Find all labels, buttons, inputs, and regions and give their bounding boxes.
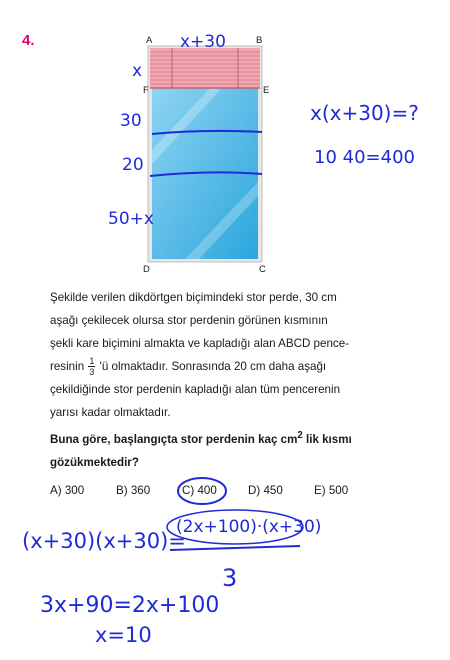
handwritten-work — [0, 470, 450, 660]
hand-work-denominator: 3 — [222, 564, 238, 592]
fraction — [88, 356, 95, 377]
label-F: F — [143, 85, 149, 96]
prompt-superscript: 2 — [297, 430, 303, 441]
paragraph-line: aşağı çekilecek olursa stor perdenin görünen kısmının — [50, 314, 328, 327]
label-C: C — [259, 264, 266, 275]
hand-left-50x: 50+x — [108, 209, 154, 229]
label-A: A — [146, 35, 153, 46]
hand-work-line3: x=10 — [95, 623, 152, 647]
prompt-text: lik kısmı — [302, 432, 352, 446]
question-number: 4. — [22, 32, 35, 49]
hand-right-eq2: 10 40=400 — [314, 147, 415, 168]
hand-right-eq1: x(x+30)=? — [310, 101, 419, 125]
hand-work-numerator: (2x+100)·(x+30) — [176, 517, 322, 537]
label-D: D — [143, 264, 150, 275]
choice-c-circle — [178, 478, 226, 504]
prompt-text: Buna göre, başlangıçta stor perdenin kaç cm — [50, 432, 298, 446]
question-paragraph — [50, 286, 380, 474]
paragraph-line: Şekilde verilen dikdörtgen biçimindeki stor perde, 30 cm — [50, 291, 337, 304]
hand-left-20: 20 — [122, 155, 144, 175]
paragraph-line: yarısı kadar olmaktadır. — [50, 406, 171, 419]
paragraph-line — [50, 355, 380, 378]
choice-b[interactable]: B) 360 — [116, 484, 151, 497]
window-figure — [0, 0, 450, 280]
paragraph-text: 'ü olmaktadır. Sonrasında 20 cm daha aşağı — [99, 360, 327, 373]
hand-left-x: x — [132, 61, 143, 81]
fraction-numerator: 1 — [89, 356, 95, 367]
hand-top-label: x+30 — [180, 32, 226, 52]
choice-a[interactable]: A) 300 — [50, 484, 85, 497]
choice-c[interactable]: C) 400 — [182, 484, 217, 497]
choice-e[interactable]: E) 500 — [314, 484, 349, 497]
paragraph-line: şekli kare biçimini almakta ve kapladığı alan ABCD pence- — [50, 337, 350, 350]
hand-fraction-bar — [170, 546, 300, 550]
paragraph-text: resinin — [50, 360, 85, 373]
hand-left-30: 30 — [120, 111, 142, 131]
question-prompt-line2: gözükmektedir? — [50, 455, 139, 469]
paragraph-line: çekildiğinde stor perdenin kapladığı alan tüm pencerenin — [50, 383, 341, 396]
fraction-denominator: 3 — [89, 367, 95, 378]
label-E: E — [263, 85, 270, 96]
hand-work-lhs: (x+30)(x+30)= — [22, 529, 186, 553]
label-B: B — [256, 35, 263, 46]
hand-work-line2: 3x+90=2x+100 — [40, 593, 220, 618]
choice-d[interactable]: D) 450 — [248, 484, 283, 497]
question-prompt — [50, 424, 380, 451]
